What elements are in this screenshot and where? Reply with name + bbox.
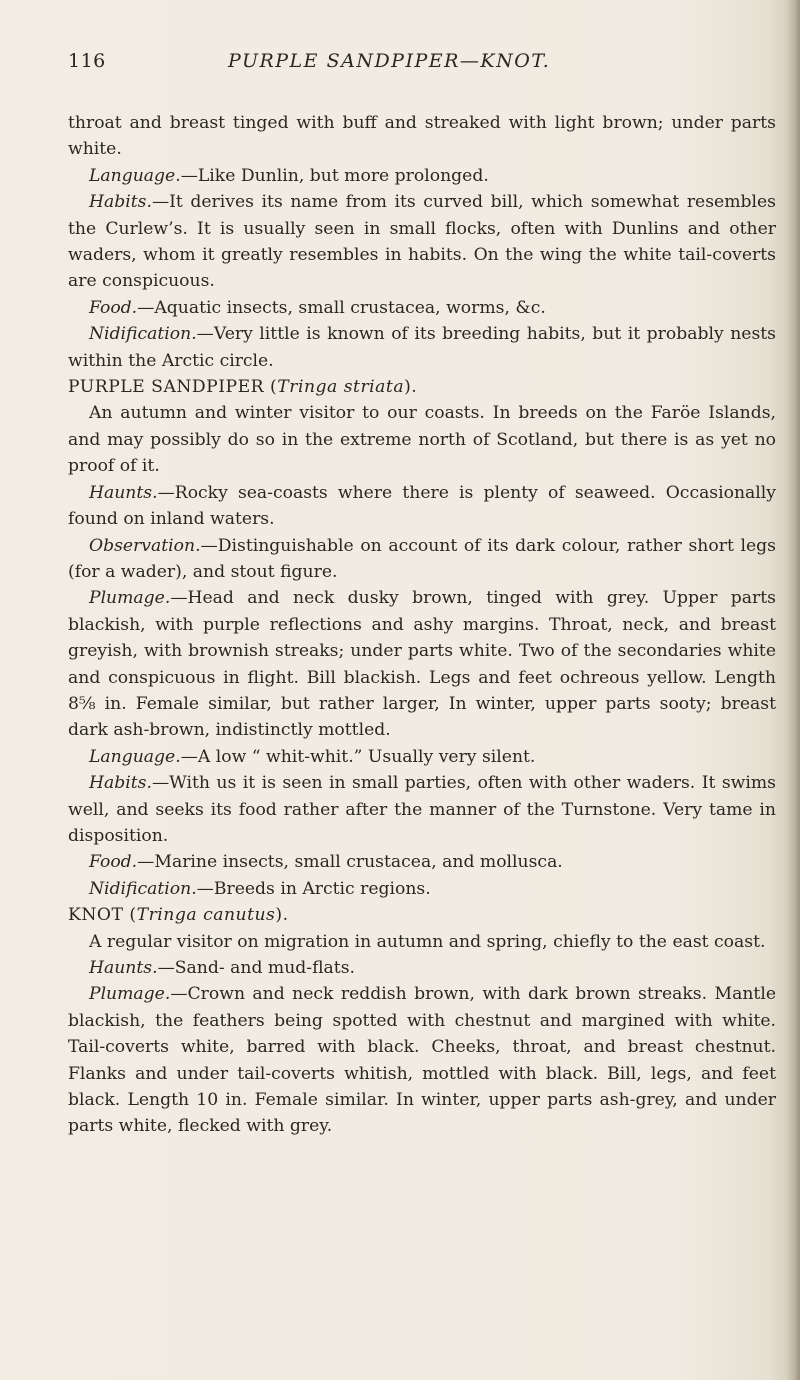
- entry-food: [68, 849, 776, 875]
- species-heading-knot: KNOT (Tringa canutus).: [68, 905, 289, 926]
- entry-text: —Head and neck dusky brown, tinged with grey. Upper parts blackish, with purple reflections and ashy margins. Throat, neck, and breast greyish, with brownish streaks; under parts white. Two of the secondaries white and conspicuous in flight. Bill blackish. Legs and feet ochreous yellow. Length 8⅝ in. Female similar, but rather larger, In winter, upper parts sooty; breast dark ash-brown, indistinctly mottled.: [68, 588, 776, 741]
- entry-plumage: [68, 585, 776, 743]
- entry-label: Food.: [89, 852, 138, 873]
- entry-text: —It derives its name from its curved bill, which somewhat resembles the Curlew’s. It is usually seen in small flocks, often with Dunlins and other waders, whom it greatly resembles in habits. On the wing the white tail-coverts are conspicuous.: [68, 192, 776, 292]
- page-edge-shadow: [786, 0, 800, 1380]
- entry-text: —With us it is seen in small parties, often with other waders. It swims well, and seeks its food rather after the manner of the Turnstone. Very tame in disposition.: [68, 773, 776, 846]
- entry-observation: [68, 533, 776, 586]
- entry-habits: [68, 770, 776, 849]
- entry-label: Nidification.: [89, 878, 197, 899]
- entry-language: [68, 744, 776, 770]
- entry-text: —Very little is known of its breeding habits, but it probably nests within the Arctic circle.: [68, 324, 776, 371]
- entry-label: Haunts.: [89, 958, 158, 978]
- entry-text: —Crown and neck reddish brown, with dark brown streaks. Mantle blackish, the feathers being spotted with chestnut and margined with white. Tail-coverts white, barred with black. Cheeks, throat, and breast chestnut. Flanks and under tail-coverts whitish, mottled with black. Bill, legs, and feet black. Length 10 in. Female similar. In winter, upper parts ash-grey, and under parts white, flecked with grey.: [68, 984, 776, 1137]
- entry-label: Habits.: [89, 773, 152, 794]
- entry-text: —A low “ whit-whit.” Usually very silent.: [180, 746, 536, 767]
- entry-food: [68, 295, 776, 321]
- entry-nidification: [68, 321, 776, 374]
- species-latin-name: Tringa canutus: [136, 905, 276, 926]
- entry-label: Plumage.: [89, 588, 171, 609]
- entry-label: Habits.: [89, 192, 152, 213]
- entry-nidification: [68, 876, 776, 902]
- species-name: KNOT: [68, 905, 124, 926]
- species-latin-name: Tringa striata: [277, 377, 405, 398]
- entry-text: —Distinguishable on account of its dark colour, rather short legs (for a wader), and stout figure.: [68, 535, 776, 582]
- entry-language: [68, 163, 776, 189]
- entry-label: Language.: [89, 165, 181, 186]
- entry-plumage: [68, 981, 776, 1139]
- entry-label: Language.: [89, 746, 181, 767]
- page-number: 116: [68, 50, 106, 72]
- entry-label: Haunts.: [89, 482, 158, 503]
- entry-text: —Breeds in Arctic regions.: [196, 878, 431, 899]
- entry-habits: [68, 189, 776, 295]
- species-name: PURPLE SANDPIPER: [68, 377, 265, 398]
- entry-text: —Sand- and mud-flats.: [157, 958, 355, 978]
- entry-label: Plumage.: [89, 984, 171, 1005]
- species-intro: A regular visitor on migration in autumn and spring, chiefly to the east coast.: [89, 931, 766, 952]
- species-intro: An autumn and winter visitor to our coasts. In breeds on the Faröe Islands, and may possibly do so in the extreme north of Scotland, but there is as yet no proof of it.: [68, 403, 776, 477]
- entry-haunts: [68, 955, 776, 981]
- entry-label: Food.: [89, 297, 138, 318]
- continuation-paragraph: throat and breast tinged with buff and streaked with light brown; under parts white.: [68, 113, 776, 160]
- entry-text: —Marine insects, small crustacea, and mollusca.: [137, 852, 563, 873]
- page-header: [68, 40, 758, 80]
- entry-label: Nidification.: [89, 324, 197, 345]
- entry-label: Observation.: [89, 535, 201, 556]
- entry-text: —Rocky sea-coasts where there is plenty of seaweed. Occasionally found on inland waters.: [68, 482, 776, 530]
- species-heading-purple-sandpiper: PURPLE SANDPIPER (Tringa striata).: [68, 377, 418, 398]
- entry-text: —Like Dunlin, but more prolonged.: [180, 165, 489, 186]
- entry-haunts: [68, 480, 776, 533]
- page-body: [68, 110, 776, 1140]
- running-title: PURPLE SANDPIPER—KNOT.: [228, 50, 551, 72]
- entry-text: —Aquatic insects, small crustacea, worms, &c.: [137, 297, 546, 318]
